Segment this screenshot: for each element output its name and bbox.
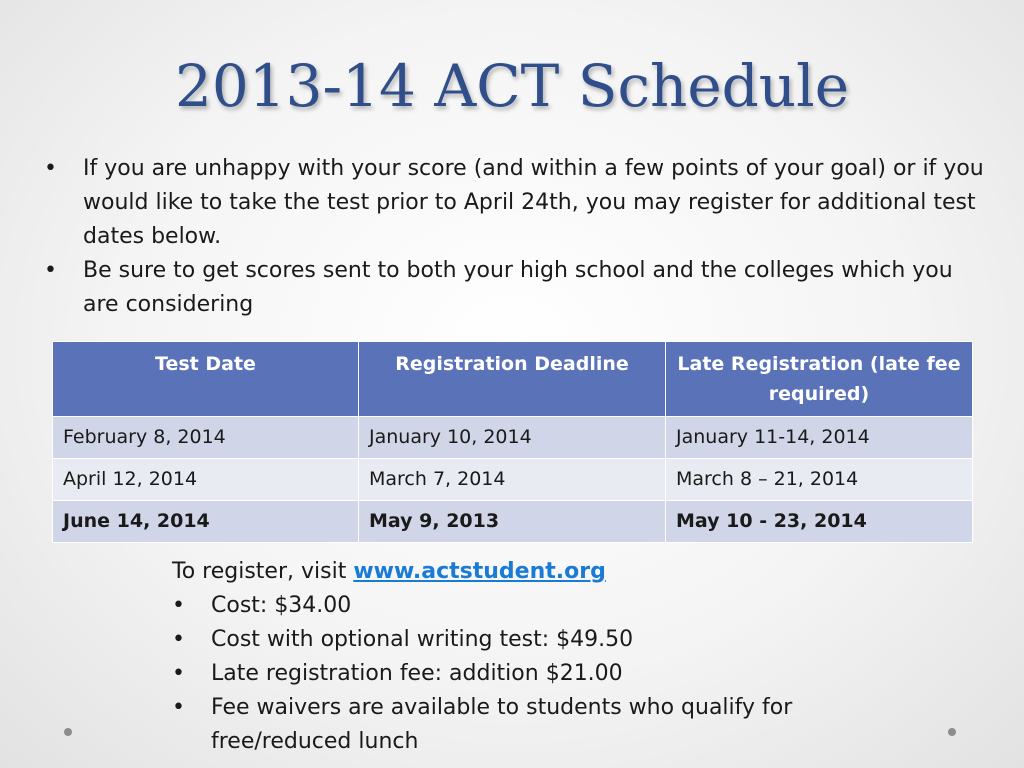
bullet-icon: • xyxy=(172,593,185,618)
cell-test-date: February 8, 2014 xyxy=(53,417,359,459)
decorative-dot-icon xyxy=(64,728,72,736)
header-test-date: Test Date xyxy=(53,342,359,417)
bullet-text: If you are unhappy with your score (and within a few points of your goal) or if you would like to take the test prior to April 24th, you may register for additional test dates below. xyxy=(83,156,984,249)
act-schedule-table xyxy=(52,341,973,543)
bullet-icon: • xyxy=(44,258,57,283)
bullet-text: Be sure to get scores sent to both your high school and the colleges which you are considering xyxy=(83,258,953,317)
list-item xyxy=(44,254,984,322)
bullet-icon: • xyxy=(44,156,57,181)
intro-bullet-list xyxy=(44,152,984,322)
cost-bullet-list xyxy=(172,589,932,759)
register-intro-line xyxy=(172,555,932,589)
cost-item-text: Late registration fee: addition $21.00 xyxy=(211,661,623,686)
registration-info xyxy=(172,555,932,759)
bullet-icon: • xyxy=(172,661,185,686)
cost-item-text: Cost with optional writing test: $49.50 xyxy=(211,627,634,652)
header-late-registration: Late Registration (late fee required) xyxy=(666,342,973,417)
bullet-icon: • xyxy=(172,627,185,652)
cell-test-date: June 14, 2014 xyxy=(53,501,359,543)
list-item xyxy=(172,691,932,759)
cell-late-registration: January 11-14, 2014 xyxy=(666,417,973,459)
cell-late-registration: March 8 – 21, 2014 xyxy=(666,459,973,501)
table-row xyxy=(53,501,973,543)
slide-title: 2013-14 ACT Schedule xyxy=(174,52,850,120)
bullet-icon: • xyxy=(172,695,185,720)
decorative-dot-icon xyxy=(948,728,956,736)
register-intro-text: To register, visit xyxy=(172,559,354,584)
header-registration-deadline: Registration Deadline xyxy=(359,342,666,417)
list-item xyxy=(44,152,984,254)
table-row xyxy=(53,459,973,501)
cell-registration-deadline: May 9, 2013 xyxy=(359,501,666,543)
cell-registration-deadline: January 10, 2014 xyxy=(359,417,666,459)
list-item xyxy=(172,657,932,691)
cell-test-date: April 12, 2014 xyxy=(53,459,359,501)
cost-item-text: Cost: $34.00 xyxy=(211,593,352,618)
cell-late-registration: May 10 - 23, 2014 xyxy=(666,501,973,543)
actstudent-link[interactable]: www.actstudent.org xyxy=(353,559,606,584)
list-item xyxy=(172,589,932,623)
table-header-row xyxy=(53,342,973,417)
cost-item-text: Fee waivers are available to students who qualify for free/reduced lunch xyxy=(211,695,793,754)
table-row xyxy=(53,417,973,459)
list-item xyxy=(172,623,932,657)
cell-registration-deadline: March 7, 2014 xyxy=(359,459,666,501)
